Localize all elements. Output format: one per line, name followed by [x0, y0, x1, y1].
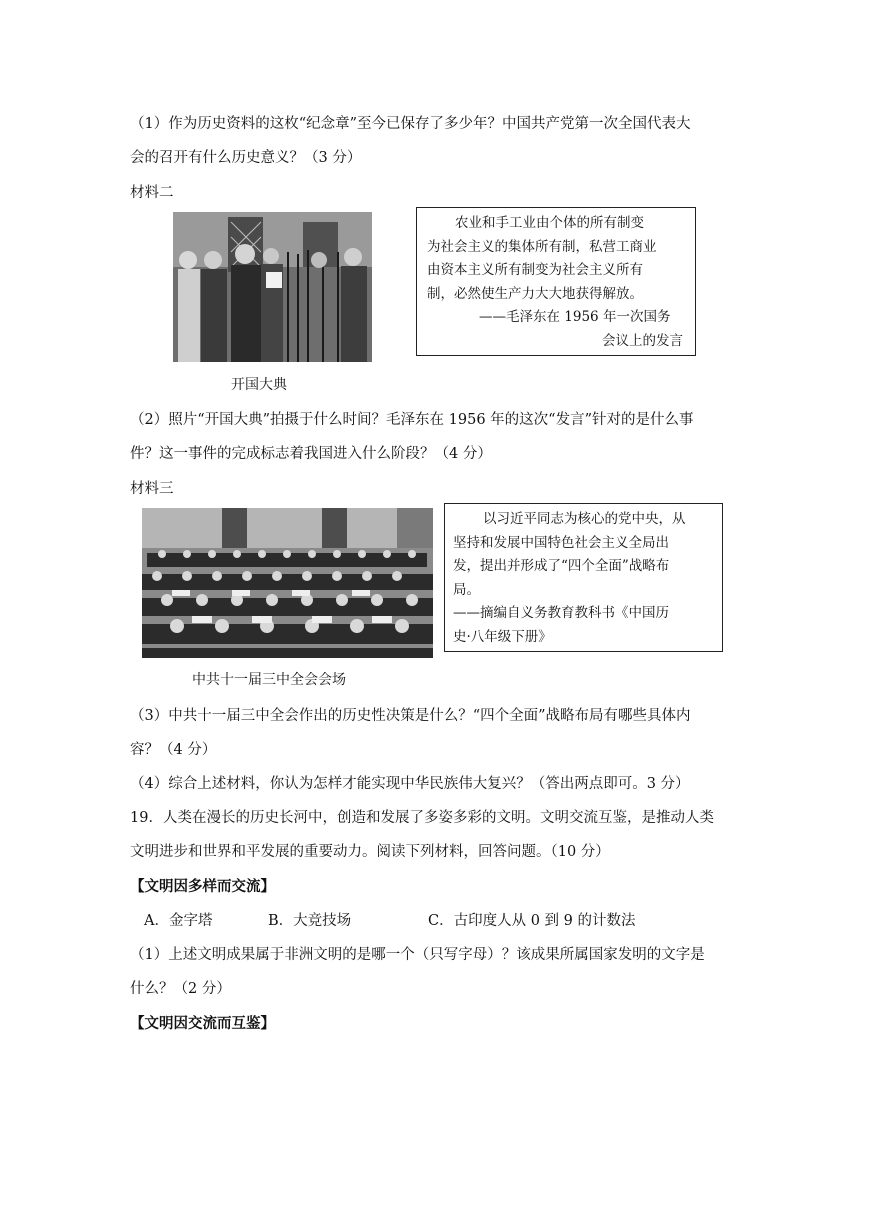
material2-label: 材料二: [130, 185, 174, 201]
quote-line: 坚持和发展中国特色社会主义全局出: [453, 534, 669, 551]
quote-source-cont: 史·八年级下册》: [453, 628, 552, 645]
material2-quote-box: [416, 207, 696, 356]
q19-line1: 19．人类在漫长的历史长河中，创造和发展了多姿多彩的文明。文明交流互鉴，是推动人类: [130, 810, 714, 826]
quote-line: 制，必然使生产力大大地获得解放。: [427, 285, 643, 302]
q3-line1: （3）中共十一届三中全会作出的历史性决策是什么？“四个全面”战略布局有哪些具体内: [130, 708, 691, 724]
quote-line: 农业和手工业由个体的所有制变: [455, 215, 644, 231]
quote-source: ——摘编自义务教育教科书《中国历: [453, 605, 669, 621]
choice-a: A．金字塔: [144, 913, 213, 929]
quote-line: 以习近平同志为核心的党中央，从: [483, 511, 686, 527]
q2-line1: （2）照片“开国大典”拍摄于什么时间？毛泽东在 1956 年的这次“发言”针对的是什么事: [130, 412, 694, 428]
quote-source-cont: 会议上的发言: [602, 332, 683, 349]
founding-ceremony-caption: 开国大典: [231, 377, 287, 393]
q19-1-line2: 什么？（2 分）: [130, 981, 231, 997]
q19-line2: 文明进步和世界和平发展的重要动力。阅读下列材料，回答问题。（10 分）: [130, 844, 610, 860]
q1-line2: 会的召开有什么历史意义？（3 分）: [130, 150, 362, 166]
quote-line: 由资本主义所有制变为社会主义所有: [427, 262, 643, 278]
q4-line: （4）综合上述材料，你认为怎样才能实现中华民族伟大复兴？（答出两点即可。3 分）: [130, 776, 690, 792]
choice-c: C．古印度人从 0 到 9 的计数法: [428, 913, 636, 929]
section-exchange-title: 【文明因交流而互鉴】: [130, 1016, 275, 1032]
quote-line: 为社会主义的集体所有制，私营工商业: [427, 238, 657, 255]
quote-line: 局。: [453, 581, 480, 598]
third-plenum-photo: [142, 508, 433, 658]
q2-line2: 件？这一事件的完成标志着我国进入什么阶段？（4 分）: [130, 446, 492, 462]
third-plenum-caption: 中共十一届三中全会会场: [192, 672, 346, 688]
founding-ceremony-photo: [173, 212, 372, 362]
q1-line1: （1）作为历史资料的这枚“纪念章”至今已保存了多少年？中国共产党第一次全国代表大: [130, 116, 691, 132]
quote-line: 发，提出并形成了“四个全面”战略布: [453, 558, 670, 574]
section-diversity-title: 【文明因多样而交流】: [130, 879, 275, 895]
material3-label: 材料三: [130, 481, 174, 497]
q3-line2: 容？（4 分）: [130, 742, 217, 758]
material3-quote-box: [444, 503, 723, 652]
q19-1-line1: （1）上述文明成果属于非洲文明的是哪一个（只写字母）？该成果所属国家发明的文字是: [130, 947, 705, 963]
choice-b: B．大竞技场: [268, 913, 352, 929]
quote-source: ——毛泽东在 1956 年一次国务: [479, 309, 671, 325]
